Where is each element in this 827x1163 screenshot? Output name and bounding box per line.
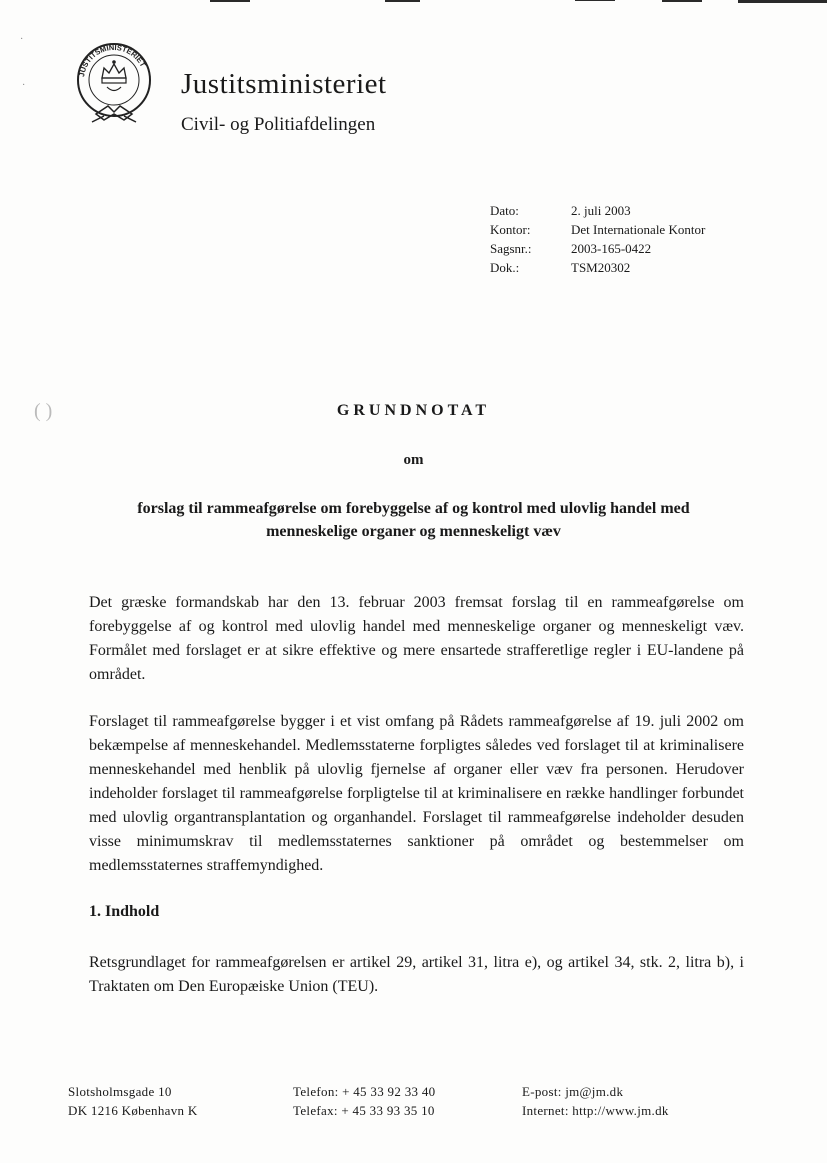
meta-value: 2003-165-0422 — [571, 241, 652, 256]
meta-row-document — [490, 258, 705, 277]
department-name: Civil- og Politiafdelingen — [181, 114, 376, 135]
document-subject: forslag til rammeafgørelse om forebyggelse af og kontrol med ulovlig handel med menneskelige organer og menneskeligt væv — [137, 500, 690, 540]
footer-phone — [293, 1082, 435, 1120]
fax-number: Telefax: + 45 33 93 35 10 — [293, 1103, 435, 1118]
body-paragraph: Retsgrundlaget for rammeafgørelsen er artikel 29, artikel 31, litra e), og artikel 34, stk. 2, litra b), i Traktaten om Den Europæiske Union (TEU). — [89, 954, 744, 995]
meta-label: Dok.: — [490, 260, 520, 275]
document-metadata — [490, 201, 705, 277]
meta-value: Det Internationale Kontor — [571, 222, 706, 237]
ministry-name: Justitsministeriet — [181, 68, 387, 100]
footer-contact — [522, 1082, 669, 1120]
meta-row-date — [490, 201, 705, 220]
meta-row-office — [490, 220, 705, 239]
seal-text: JUSTITSMINISTERIET — [77, 42, 148, 78]
meta-row-case-number — [490, 239, 705, 258]
website-address: Internet: http://www.jm.dk — [522, 1103, 669, 1118]
footer-address — [68, 1082, 198, 1120]
svg-text:JUSTITSMINISTERIET — [77, 43, 148, 78]
meta-value: TSM20302 — [571, 260, 631, 275]
document-title: GRUNDNOTAT — [336, 402, 491, 419]
address-street: Slotsholmsgade 10 — [68, 1084, 172, 1099]
body-paragraph: Det græske formandskab har den 13. februar 2003 fremsat forslag til en rammeafgørelse om forebyggelse af og kontrol med ulovlig handel med menneskelige organer og menneskeligt væv. Formålet med forslaget er at sikre effektive og mere ensartede strafferetlige regler i EU-landene på området. — [89, 594, 744, 683]
meta-label: Kontor: — [490, 222, 531, 237]
scan-artifact — [662, 0, 702, 2]
phone-number: Telefon: + 45 33 92 33 40 — [293, 1084, 436, 1099]
scan-artifact — [385, 0, 420, 2]
meta-label: Sagsnr.: — [490, 241, 532, 256]
scan-speck: · — [22, 80, 26, 91]
ministry-seal-logo — [74, 42, 154, 132]
section-heading: 1. Indhold — [89, 903, 160, 920]
scan-speck: · — [20, 34, 24, 45]
scan-artifact — [210, 0, 250, 2]
scan-artifact — [575, 0, 615, 1]
punch-hole-mark: ( ) — [34, 400, 53, 422]
meta-value: 2. juli 2003 — [571, 203, 631, 218]
scan-artifact — [738, 0, 827, 3]
address-city: DK 1216 København K — [68, 1103, 198, 1118]
meta-label: Dato: — [490, 203, 519, 218]
title-connector: om — [403, 452, 424, 468]
email-address: E-post: jm@jm.dk — [522, 1084, 624, 1099]
body-paragraph: Forslaget til rammeafgørelse bygger i et vist omfang på Rådets rammeafgørelse af 19. juli 2002 om bekæmpelse af menneskehandel. Medlemsstaterne forpligtes således ved forslaget til at kriminalisere menneskehandel med henblik på ulovlig fjernelse af organer eller væv fra personen. Herudover indeholder forslaget til rammeafgørelse forpligtelse til at kriminalisere en række handlinger forbundet med ulovlig organtransplantation og organhandel. Forslaget til rammeafgørelse indeholder desuden visse minimumskrav til medlemsstaternes sanktioner på området og bestemmelser om medlemsstaternes straffemyndighed. — [89, 713, 744, 874]
